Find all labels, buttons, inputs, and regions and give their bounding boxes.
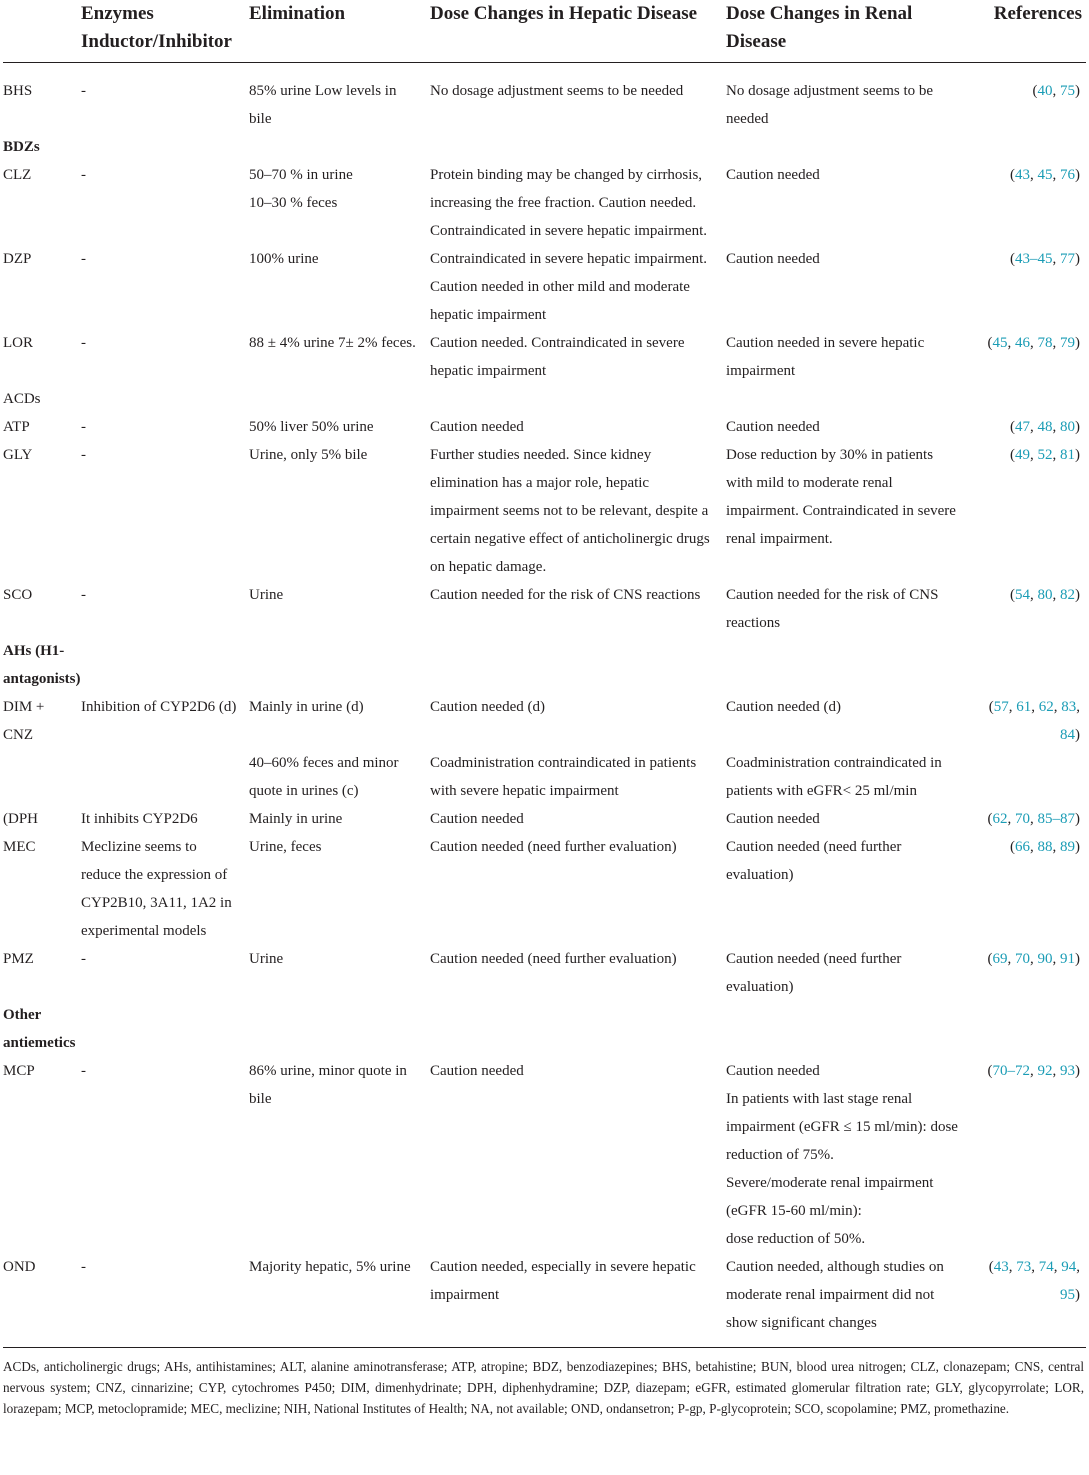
- empty-cell: [972, 1001, 1086, 1057]
- section-label: ACDs: [3, 391, 41, 407]
- renal-cell-line: No dosage adjustment seems to be needed: [726, 83, 934, 127]
- elimination-cell: [249, 693, 430, 749]
- enzymes-cell: -: [81, 167, 86, 183]
- renal-cell: [726, 161, 972, 245]
- references-cell: [972, 749, 1086, 805]
- hepatic-cell: [430, 581, 726, 637]
- reference-link[interactable]: 47: [1015, 419, 1030, 435]
- section-label: Other antiemetics: [3, 1007, 76, 1051]
- renal-cell-line: Caution needed, although studies on moderate renal impairment did not show significant changes: [726, 1259, 944, 1331]
- elimination-cell-line: Majority hepatic, 5% urine: [249, 1259, 411, 1275]
- reference-link[interactable]: 89: [1060, 839, 1075, 855]
- table-row: [3, 693, 1086, 749]
- elimination-cell: [249, 161, 430, 245]
- reference-link[interactable]: 88: [1037, 839, 1053, 855]
- hepatic-cell-line: Coadministration contraindicated in patients with severe hepatic impairment: [430, 755, 697, 799]
- reference-link[interactable]: 46: [1015, 335, 1030, 351]
- empty-cell: [430, 1001, 726, 1057]
- table-row: [3, 581, 1086, 637]
- reference-link[interactable]: 76: [1060, 167, 1075, 183]
- section-row: [3, 1001, 1086, 1057]
- reference-link[interactable]: 91: [1060, 951, 1075, 967]
- reference-link[interactable]: 61: [1016, 699, 1032, 715]
- enzymes-cell: -: [81, 335, 86, 351]
- table-row: [3, 945, 1086, 1001]
- header-row: [3, 0, 1086, 63]
- elimination-cell-line: 50% liver 50% urine: [249, 419, 374, 435]
- reference-link[interactable]: 84: [1060, 727, 1075, 743]
- table-row: [3, 63, 1086, 134]
- elimination-cell-line: Urine: [249, 951, 284, 967]
- reference-link[interactable]: 81: [1060, 447, 1075, 463]
- renal-cell-line: Caution needed (need further evaluation): [726, 951, 902, 995]
- reference-link[interactable]: 70: [1015, 811, 1030, 827]
- hepatic-cell-line: Caution needed, especially in severe hepatic impairment: [430, 1259, 696, 1303]
- hepatic-cell-line: Caution needed (need further evaluation): [430, 839, 677, 855]
- elimination-cell-line: 88 ± 4% urine 7± 2% feces.: [249, 335, 416, 351]
- elimination-cell: [249, 805, 430, 833]
- reference-link[interactable]: 43–45: [1015, 251, 1053, 267]
- drug-cell: CLZ: [3, 167, 32, 183]
- renal-cell: [726, 945, 972, 1001]
- hepatic-cell: [430, 833, 726, 945]
- references-cell: (43, 45, 76): [1010, 167, 1080, 183]
- renal-cell: [726, 693, 972, 749]
- table-row: [3, 1057, 1086, 1253]
- elimination-cell-line: 86% urine, minor quote in bile: [249, 1063, 407, 1107]
- reference-link[interactable]: 75: [1060, 83, 1075, 99]
- references-cell: (40, 75): [1032, 83, 1080, 99]
- table-row: [3, 1253, 1086, 1348]
- enzymes-cell: [81, 749, 249, 805]
- elimination-cell: [249, 329, 430, 385]
- section-row: [3, 385, 1086, 413]
- hepatic-cell: [430, 161, 726, 245]
- drug-table: [3, 0, 1086, 1348]
- empty-cell: [81, 637, 249, 693]
- reference-link[interactable]: 74: [1038, 1259, 1054, 1275]
- references-cell: (69, 70, 90, 91): [987, 951, 1080, 967]
- hepatic-cell-line: Caution needed (need further evaluation): [430, 951, 677, 967]
- references-cell: (45, 46, 78, 79): [987, 335, 1080, 351]
- references-cell: (66, 88, 89): [1010, 839, 1080, 855]
- elimination-cell: [249, 1057, 430, 1253]
- renal-cell-line: Caution needed in severe hepatic impairment: [726, 335, 925, 379]
- reference-link[interactable]: 90: [1037, 951, 1053, 967]
- header-enzymes: Enzymes Inductor/Inhibitor: [81, 3, 232, 52]
- table-row: [3, 833, 1086, 945]
- elimination-cell-line: Urine, feces: [249, 839, 322, 855]
- reference-link[interactable]: 79: [1060, 335, 1075, 351]
- enzymes-cell: Meclizine seems to reduce the expression of CYP2B10, 3A11, 1A2 in experimental models: [81, 839, 232, 939]
- elimination-cell-line: 50–70 % in urine: [249, 167, 353, 183]
- elimination-cell: [249, 245, 430, 329]
- elimination-cell-line: 85% urine Low levels in bile: [249, 83, 397, 127]
- drug-cell: MEC: [3, 839, 36, 855]
- reference-link[interactable]: 85–87: [1037, 811, 1075, 827]
- empty-cell: [972, 133, 1086, 161]
- section-row: [3, 637, 1086, 693]
- hepatic-cell-line: Caution needed for the risk of CNS reactions: [430, 587, 701, 603]
- empty-cell: [249, 385, 430, 413]
- enzymes-cell: -: [81, 1259, 86, 1275]
- hepatic-cell-line: Caution needed: [430, 1063, 524, 1079]
- references-cell: (43–45, 77): [1010, 251, 1080, 267]
- elimination-cell: [249, 581, 430, 637]
- reference-link[interactable]: 62: [992, 811, 1008, 827]
- reference-link[interactable]: 43: [993, 1259, 1009, 1275]
- drug-cell: (DPH: [3, 811, 39, 827]
- header-references: References: [993, 3, 1082, 24]
- hepatic-cell-line: Caution needed: [430, 419, 524, 435]
- reference-link[interactable]: 70: [1015, 951, 1030, 967]
- reference-link[interactable]: 54: [1015, 587, 1030, 603]
- reference-link[interactable]: 95: [1060, 1287, 1075, 1303]
- renal-cell-line: Caution needed: [726, 167, 820, 183]
- enzymes-cell: -: [81, 251, 86, 267]
- renal-cell: [726, 413, 972, 441]
- header-drug: [3, 0, 81, 63]
- renal-cell-line: Caution needed: [726, 811, 820, 827]
- empty-cell: [430, 637, 726, 693]
- renal-cell: [726, 833, 972, 945]
- enzymes-cell: -: [81, 587, 86, 603]
- empty-cell: [249, 637, 430, 693]
- empty-cell: [726, 637, 972, 693]
- elimination-cell-line: Urine, only 5% bile: [249, 447, 368, 463]
- renal-cell: [726, 749, 972, 805]
- empty-cell: [972, 637, 1086, 693]
- hepatic-cell: [430, 945, 726, 1001]
- reference-link[interactable]: 40: [1037, 83, 1053, 99]
- drug-cell: DZP: [3, 251, 32, 267]
- enzymes-cell: -: [81, 419, 86, 435]
- table-footnote: ACDs, anticholinergic drugs; AHs, antihistamines; ALT, alanine aminotransferase; ATP, atropine; BDZ, benzodiazepines; BHS, betahistine; BUN, blood urea nitrogen; CLZ, clonazepam; CNS, central nervous system; CNZ, cinnarizine; CYP, cytochromes P450; DIM, dimenhydrinate; DPH, diphenhydramine; DZP, diazepam; eGFR, estimated glomerular filtration rate; GLY, glycopyrrolate; LOR, lorazepam; MCP, metoclopramide; MEC, meclizine; NIH, National Institutes of Health; NA, not available; OND, ondansetron; P-gp, P-glycoprotein; SCO, scopolamine; PMZ, promethazine.: [3, 1359, 1084, 1416]
- hepatic-cell-line: Protein binding may be changed by cirrhosis, increasing the free fraction. Caution needed. Contraindicated in severe hepatic impairment.: [430, 167, 707, 239]
- elimination-cell-line: Mainly in urine: [249, 811, 343, 827]
- hepatic-cell-line: Contraindicated in severe hepatic impairment. Caution needed in other mild and moderate hepatic impairment: [430, 251, 707, 323]
- reference-link[interactable]: 94: [1061, 1259, 1077, 1275]
- renal-cell: [726, 1253, 972, 1348]
- elimination-cell: [249, 945, 430, 1001]
- reference-link[interactable]: 92: [1037, 1063, 1053, 1079]
- renal-cell: [726, 581, 972, 637]
- hepatic-cell: [430, 413, 726, 441]
- table-row: [3, 441, 1086, 581]
- elimination-cell: [249, 441, 430, 581]
- table-page: [3, 0, 1086, 1419]
- renal-cell: [726, 63, 972, 134]
- hepatic-cell: [430, 441, 726, 581]
- empty-cell: [81, 1001, 249, 1057]
- drug-cell: SCO: [3, 587, 33, 603]
- renal-cell: [726, 329, 972, 385]
- reference-link[interactable]: 70–72: [992, 1063, 1030, 1079]
- drug-cell: PMZ: [3, 951, 34, 967]
- elimination-cell: [249, 413, 430, 441]
- renal-cell-line: Caution needed (d): [726, 699, 841, 715]
- header-elimination: Elimination: [249, 3, 346, 24]
- hepatic-cell: [430, 693, 726, 749]
- empty-cell: [430, 385, 726, 413]
- references-cell: (43, 73, 74, 94, 95): [988, 1259, 1080, 1303]
- enzymes-cell: -: [81, 447, 86, 463]
- enzymes-cell: -: [81, 83, 86, 99]
- drug-cell: OND: [3, 1259, 36, 1275]
- table-row: [3, 245, 1086, 329]
- renal-cell: [726, 245, 972, 329]
- renal-cell-line: Caution needed: [726, 419, 820, 435]
- hepatic-cell: [430, 1057, 726, 1253]
- renal-cell: [726, 1057, 972, 1253]
- drug-cell: DIM + CNZ: [3, 699, 45, 743]
- empty-cell: [81, 385, 249, 413]
- table-row: [3, 805, 1086, 833]
- hepatic-cell-line: Further studies needed. Since kidney elimination has a major role, hepatic impairment seems not to be relevant, despite a certain negative effect of anticholinergic drugs on hepatic damage.: [430, 447, 710, 575]
- elimination-cell-line: 10–30 % feces: [249, 195, 338, 211]
- reference-link[interactable]: 66: [1015, 839, 1030, 855]
- hepatic-cell: [430, 63, 726, 134]
- elimination-cell: [249, 63, 430, 134]
- renal-cell-line: Caution needed: [726, 1063, 820, 1079]
- reference-link[interactable]: 82: [1060, 587, 1075, 603]
- enzymes-cell: -: [81, 1063, 86, 1079]
- hepatic-cell: [430, 329, 726, 385]
- empty-cell: [726, 1001, 972, 1057]
- reference-link[interactable]: 43: [1015, 167, 1030, 183]
- header-hepatic: Dose Changes in Hepatic Disease: [430, 3, 698, 24]
- empty-cell: [81, 133, 249, 161]
- renal-cell-line: dose reduction of 50%.: [726, 1231, 866, 1247]
- table-row: [3, 161, 1086, 245]
- drug-cell: MCP: [3, 1063, 35, 1079]
- renal-cell-line: Caution needed (need further evaluation): [726, 839, 902, 883]
- reference-link[interactable]: 83: [1061, 699, 1077, 715]
- drug-cell: [3, 749, 81, 805]
- reference-link[interactable]: 57: [993, 699, 1009, 715]
- elimination-cell-line: Mainly in urine (d): [249, 699, 364, 715]
- section-label: BDZs: [3, 139, 40, 155]
- hepatic-cell-line: No dosage adjustment seems to be needed: [430, 83, 684, 99]
- reference-link[interactable]: 77: [1060, 251, 1075, 267]
- header-renal: Dose Changes in Renal Disease: [726, 3, 913, 52]
- hepatic-cell-line: Caution needed. Contraindicated in severe hepatic impairment: [430, 335, 685, 379]
- renal-cell-line: Coadministration contraindicated in patients with eGFR< 25 ml/min: [726, 755, 942, 799]
- reference-link[interactable]: 93: [1060, 1063, 1075, 1079]
- section-label: AHs (H1-antagonists): [3, 643, 81, 687]
- elimination-cell-line: Urine: [249, 587, 284, 603]
- reference-link[interactable]: 69: [992, 951, 1008, 967]
- table-row: [3, 329, 1086, 385]
- elimination-cell: [249, 1253, 430, 1348]
- references-cell: (70–72, 92, 93): [987, 1063, 1080, 1079]
- elimination-cell: [249, 749, 430, 805]
- empty-cell: [972, 385, 1086, 413]
- drug-cell: ATP: [3, 419, 30, 435]
- hepatic-cell: [430, 245, 726, 329]
- empty-cell: [249, 133, 430, 161]
- drug-cell: BHS: [3, 83, 33, 99]
- renal-cell-line: Caution needed for the risk of CNS reactions: [726, 587, 939, 631]
- reference-link[interactable]: 45: [992, 335, 1008, 351]
- references-cell: (57, 61, 62, 83, 84): [988, 699, 1080, 743]
- table-row: [3, 413, 1086, 441]
- table-row: [3, 749, 1086, 805]
- reference-link[interactable]: 49: [1015, 447, 1030, 463]
- renal-cell-line: Caution needed: [726, 251, 820, 267]
- hepatic-cell: [430, 749, 726, 805]
- enzymes-cell: Inhibition of CYP2D6 (d): [81, 699, 237, 715]
- enzymes-cell: It inhibits CYP2D6: [81, 811, 198, 827]
- empty-cell: [726, 385, 972, 413]
- section-row: [3, 133, 1086, 161]
- elimination-cell-line: 100% urine: [249, 251, 319, 267]
- reference-link[interactable]: 52: [1037, 447, 1053, 463]
- empty-cell: [249, 1001, 430, 1057]
- reference-link[interactable]: 73: [1016, 1259, 1032, 1275]
- reference-link[interactable]: 80: [1037, 587, 1053, 603]
- renal-cell-line: In patients with last stage renal impairment (eGFR ≤ 15 ml/min): dose reduction of 75%.: [726, 1091, 958, 1163]
- reference-link[interactable]: 62: [1038, 699, 1054, 715]
- elimination-cell-line: 40–60% feces and minor quote in urines (c): [249, 755, 399, 799]
- reference-link[interactable]: 45: [1037, 167, 1053, 183]
- references-cell: (62, 70, 85–87): [987, 811, 1080, 827]
- hepatic-cell: [430, 1253, 726, 1348]
- hepatic-cell: [430, 805, 726, 833]
- drug-cell: GLY: [3, 447, 33, 463]
- table-body: [3, 63, 1086, 1348]
- elimination-cell: [249, 833, 430, 945]
- drug-cell: LOR: [3, 335, 33, 351]
- references-cell: (47, 48, 80): [1010, 419, 1080, 435]
- empty-cell: [726, 133, 972, 161]
- references-cell: (49, 52, 81): [1010, 447, 1080, 463]
- references-cell: (54, 80, 82): [1010, 587, 1080, 603]
- renal-cell: [726, 441, 972, 581]
- hepatic-cell-line: Caution needed (d): [430, 699, 545, 715]
- renal-cell: [726, 805, 972, 833]
- hepatic-cell-line: Caution needed: [430, 811, 524, 827]
- reference-link[interactable]: 78: [1037, 335, 1053, 351]
- empty-cell: [430, 133, 726, 161]
- renal-cell-line: Dose reduction by 30% in patients with mild to moderate renal impairment. Contraindicated in severe renal impairment.: [726, 447, 956, 547]
- reference-link[interactable]: 80: [1060, 419, 1075, 435]
- renal-cell-line: Severe/moderate renal impairment (eGFR 15-60 ml/min):: [726, 1175, 934, 1219]
- enzymes-cell: -: [81, 951, 86, 967]
- reference-link[interactable]: 48: [1037, 419, 1053, 435]
